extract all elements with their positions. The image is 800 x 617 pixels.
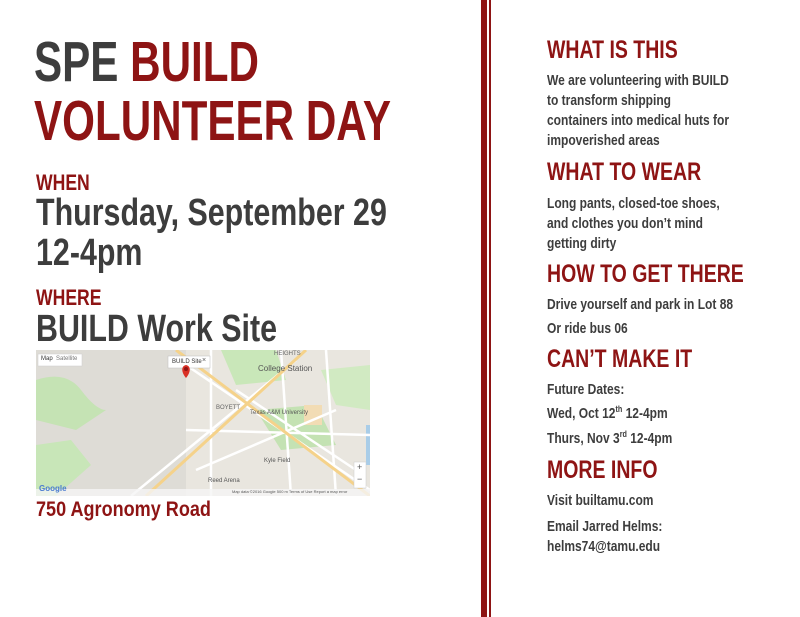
what-is-this-line: impoverished areas [547, 132, 660, 149]
map-label-boyett: BOYETT [216, 405, 241, 411]
map-tab[interactable]: Map [41, 356, 53, 362]
what-to-wear-line: Long pants, closed-toe shoes, [547, 195, 720, 212]
map-footer: Map data ©2016 Google 500 m Terms of Use Report a map error [232, 489, 348, 494]
what-is-this-line: to transform shipping [547, 92, 671, 109]
event-date: Thursday, September 29 [36, 192, 387, 234]
cant-make-it-heading: CAN’T MAKE IT [547, 345, 693, 373]
map-label-tamu: Texas A&M University [250, 410, 309, 416]
when-label: WHEN [36, 170, 90, 195]
map-graphic [36, 350, 370, 496]
future-date-1: Wed, Oct 12th 12-4pm [547, 404, 668, 422]
close-icon[interactable]: × [202, 357, 207, 364]
title-build: BUILD [130, 30, 260, 94]
email-label: Email Jarred Helms: [547, 518, 663, 535]
google-logo: Google [39, 484, 67, 493]
what-to-wear-line: and clothes you don’t mind [547, 215, 703, 232]
title-spe: SPE [34, 30, 119, 94]
directions-drive: Drive yourself and park in Lot 88 [547, 296, 734, 313]
event-time: 12-4pm [36, 232, 143, 274]
zoom-in-button[interactable]: + [357, 462, 363, 472]
what-to-wear-heading: WHAT TO WEAR [547, 158, 702, 186]
column-divider-thin [489, 0, 491, 617]
directions-bus: Or ride bus 06 [547, 320, 628, 337]
what-to-wear-line: getting dirty [547, 235, 617, 252]
where-label: WHERE [36, 285, 102, 310]
page-title-line1 [34, 30, 338, 94]
map-pin-label: BUILD Site [172, 359, 202, 365]
what-is-this-line: containers into medical huts for [547, 112, 730, 129]
map-label-heights: HEIGHTS [274, 351, 301, 357]
how-to-get-there-heading: HOW TO GET THERE [547, 260, 744, 288]
more-info-heading: MORE INFO [547, 456, 658, 484]
email-link[interactable]: helms74@tamu.edu [547, 538, 661, 555]
zoom-out-button[interactable]: − [357, 474, 363, 484]
title-volunteer-day: VOLUNTEER DAY [34, 89, 392, 153]
page-title-line2 [34, 89, 516, 153]
future-date-2: Thurs, Nov 3rd 12-4pm [547, 429, 673, 447]
column-divider [481, 0, 487, 617]
what-is-this-heading: WHAT IS THIS [547, 36, 678, 64]
event-place: BUILD Work Site [36, 308, 277, 350]
map-label-kyle-field: Kyle Field [264, 458, 291, 464]
location-map[interactable] [36, 350, 370, 496]
future-dates-label: Future Dates: [547, 381, 625, 398]
satellite-tab[interactable]: Satellite [56, 356, 78, 362]
map-label-college-station: College Station [258, 364, 313, 373]
map-label-reed-arena: Reed Arena [208, 478, 240, 484]
event-address: 750 Agronomy Road [36, 498, 211, 521]
what-is-this-line: We are volunteering with BUILD [547, 72, 729, 89]
website-link[interactable]: Visit builtamu.com [547, 492, 654, 509]
